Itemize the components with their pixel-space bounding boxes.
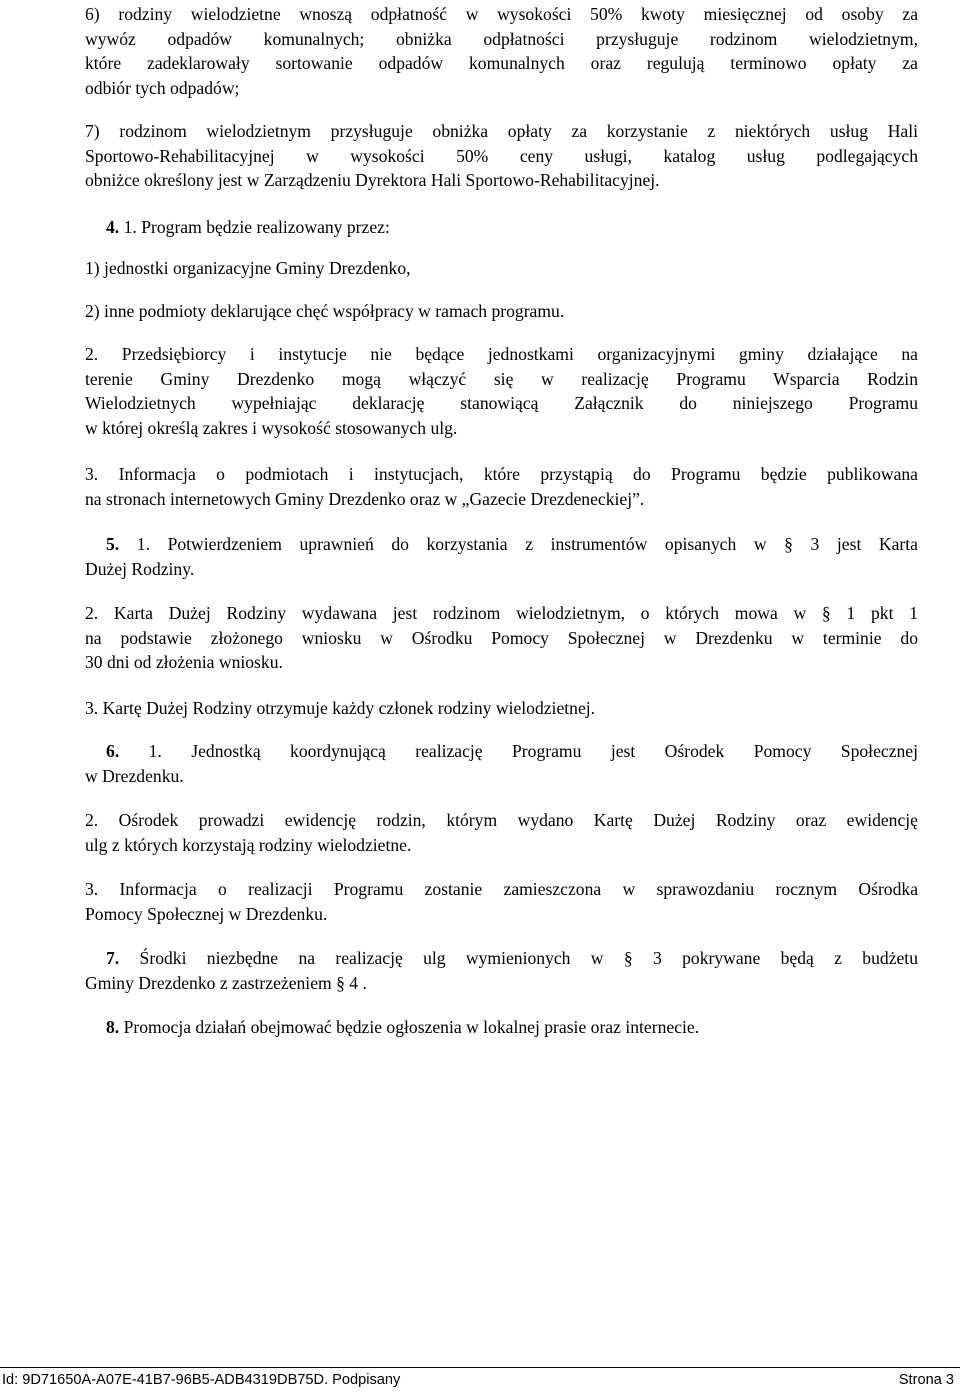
section-4-paragraph-1 (85, 215, 918, 240)
text-line: na podstawie złożonego wniosku w Ośrodku Pomocy Społecznej w Drezdenku w terminie do (85, 627, 918, 648)
section-7 (85, 946, 918, 995)
section-number: 5. (106, 534, 120, 554)
paragraph-4-3 (85, 462, 918, 511)
section-6-paragraph-1 (85, 739, 918, 788)
paragraph-5-3 (85, 696, 918, 721)
text-line: na stronach internetowych Gminy Drezdenko oraz w „Gazecie Drezdeneckiej”. (85, 488, 645, 509)
paragraph-6-3 (85, 877, 918, 926)
paragraph-5-2 (85, 601, 918, 675)
paragraph-4-1-item-1 (85, 256, 918, 281)
section-number: 4. (106, 217, 120, 237)
text-line: obniżce określony jest w Zarządzeniu Dyrektora Hali Sportowo-Rehabilitacyjnej. (85, 170, 660, 191)
text-line: Sportowo-Rehabilitacyjnej w wysokości 50% ceny usługi, katalog usług podlegających (85, 145, 918, 166)
text-line: ulg z których korzystają rodziny wielodzietne. (85, 834, 412, 855)
text-line: Wielodzietnych wypełniając deklarację stanowiącą Załącznik do niniejszego Programu (85, 393, 918, 414)
section-number: 8. (106, 1017, 120, 1037)
text-line: 2. Karta Dużej Rodziny wydawana jest rodzinom wielodzietnym, o których mowa w § 1 pkt 1 (85, 603, 918, 623)
text-line: 3. Kartę Dużej Rodziny otrzymuje każdy członek rodziny wielodzietnej. (85, 698, 596, 718)
document-id: Id: 9D71650A-A07E-41B7-96B5-ADB4319DB75D. Podpisany (2, 1372, 401, 1388)
text-line: 1. Program będzie realizowany przez: (123, 217, 390, 237)
text-line: 1. Jednostką koordynującą realizację Programu jest Ośrodek Pomocy Społecznej (148, 741, 918, 761)
text-line: 1. Potwierdzeniem uprawnień do korzystania z instrumentów opisanych w § 3 jest Karta (136, 534, 918, 554)
page-footer (0, 1367, 960, 1392)
text-line: 6) rodziny wielodzietne wnoszą odpłatność w wysokości 50% kwoty miesięcznej od osoby za (85, 4, 918, 24)
text-line: Środki niezbędne na realizację ulg wymienionych w § 3 pokrywane będą z budżetu (139, 948, 918, 968)
paragraph-4-1-item-2 (85, 299, 918, 324)
text-line: 1) jednostki organizacyjne Gminy Drezdenko, (85, 258, 411, 278)
text-line: 2) inne podmioty deklarujące chęć współpracy w ramach programu. (85, 301, 565, 321)
text-line: 7) rodzinom wielodzietnym przysługuje obniżka opłaty za korzystanie z niektórych usług Hali (85, 121, 918, 141)
text-line: 3. Informacja o realizacji Programu zostanie zamieszczona w sprawozdaniu rocznym Ośrodka (85, 879, 918, 899)
text-line: wywóz odpadów komunalnych; obniżka odpłatności przysługuje rodzinom wielodzietnym, (85, 28, 918, 49)
text-line: Gminy Drezdenko z zastrzeżeniem § 4 . (85, 972, 367, 993)
text-line: 3. Informacja o podmiotach i instytucjach, które przystąpią do Programu będzie publikowana (85, 464, 918, 484)
text-line: w Drezdenku. (85, 765, 184, 786)
text-line: 2. Przedsiębiorcy i instytucje nie będące jednostkami organizacyjnymi gminy działające na (85, 344, 918, 364)
text-line: odbiór tych odpadów; (85, 77, 240, 98)
text-line: które zadeklarowały sortowanie odpadów komunalnych oraz regulują terminowo opłaty za (85, 53, 918, 74)
section-5-paragraph-1 (85, 532, 918, 581)
section-8 (85, 1015, 918, 1040)
paragraph-4-2 (85, 342, 918, 440)
text-line: terenie Gminy Drezdenko mogą włączyć się w realizację Programu Wsparcia Rodzin (85, 368, 918, 389)
section-number: 7. (106, 948, 120, 968)
text-line: 2. Ośrodek prowadzi ewidencję rodzin, którym wydano Kartę Dużej Rodziny oraz ewidencję (85, 810, 918, 830)
text-line: Dużej Rodziny. (85, 558, 195, 579)
paragraph-7-sports-hall (85, 119, 918, 193)
text-line: w której określą zakres i wysokość stosowanych ulg. (85, 417, 458, 438)
text-line: Promocja działań obejmować będzie ogłoszenia w lokalnej prasie oraz internecie. (123, 1017, 700, 1037)
text-line: 30 dni od złożenia wniosku. (85, 652, 283, 673)
text-line: Pomocy Społecznej w Drezdenku. (85, 903, 328, 924)
paragraph-6-2 (85, 808, 918, 857)
section-number: 6. (106, 741, 120, 761)
paragraph-6-waste-fee (85, 2, 918, 100)
page-number: Strona 3 (898, 1372, 954, 1388)
